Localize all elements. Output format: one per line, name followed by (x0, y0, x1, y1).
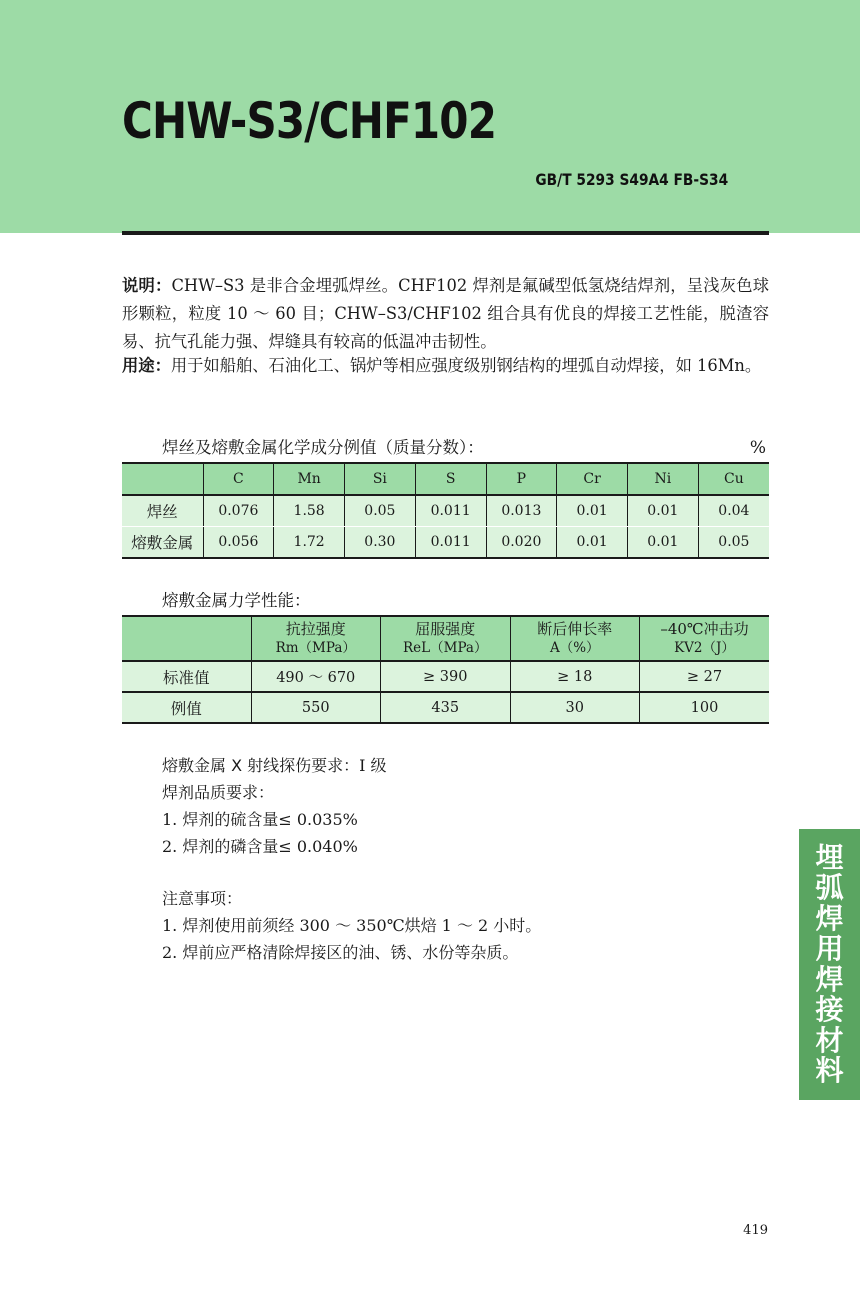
table-header-cell (510, 616, 640, 661)
standard-code: GB/T 5293 S49A4 FB-S34 (535, 170, 728, 189)
page-title: CHW-S3/CHF102 (122, 92, 497, 150)
section-side-tab (799, 829, 860, 1100)
description-paragraph (122, 272, 769, 356)
usage-lead: 用途： (122, 356, 171, 375)
description-lead: 说明： (122, 276, 172, 295)
side-tab-char: 接 (815, 993, 844, 1026)
table-row (122, 661, 769, 692)
table-cell: 550 (251, 692, 381, 723)
table-cell: 0.01 (628, 495, 699, 527)
header-band (0, 0, 860, 233)
table-header-cell (122, 463, 203, 495)
header-line: –40℃冲击功 (660, 619, 749, 638)
table-cell: 490 ～ 670 (251, 661, 381, 692)
table-row (122, 495, 769, 527)
table-header-cell: Mn (274, 463, 345, 495)
xray-requirement (162, 752, 387, 779)
side-tab-char: 埋 (815, 840, 844, 874)
header-line: 断后伸长率 (537, 619, 613, 638)
table-cell: ≥ 390 (381, 661, 511, 692)
header-rule (122, 231, 769, 235)
table-cell: ≥ 18 (510, 661, 640, 692)
table-cell: 0.013 (486, 495, 557, 527)
side-tab-char: 用 (815, 932, 844, 965)
header-line: Rm（MPa） (275, 639, 356, 656)
header-line: ReL（MPa） (403, 639, 488, 656)
table-cell: 100 (640, 692, 770, 723)
table-cell: 30 (510, 692, 640, 723)
list-item: 1. 焊剂使用前须经 300 ～ 350℃烘焙 1 ～ 2 小时。 (162, 916, 542, 935)
side-tab-char: 焊 (815, 901, 844, 935)
table-cell: 1.58 (274, 495, 345, 527)
description-text: CHW–S3 是非合金埋弧焊丝。CHF102 焊剂是氟碱型低氢烧结焊剂，呈浅灰色球形颗粒，粒度 10 ～ 60 目；CHW–S3/CHF102 组合具有优良的焊接工艺性能，脱渣容易、抗气孔能力强、焊缝具有较高的低温冲击韧性。 (122, 276, 769, 351)
table-header-cell: S (415, 463, 486, 495)
chemical-composition-table (122, 462, 769, 559)
xray-value: I 级 (359, 756, 387, 775)
list-item: 2. 焊前应严格清除焊接区的油、锈、水份等杂质。 (162, 943, 519, 962)
chemical-unit: % (749, 438, 766, 458)
header-line: KV2（J） (674, 639, 735, 656)
mechanical-properties-table (122, 615, 769, 724)
table-header-cell (251, 616, 381, 661)
row-label: 例值 (122, 692, 251, 723)
table-cell: 1.72 (274, 527, 345, 559)
side-tab-char: 焊 (815, 962, 844, 996)
header-line: 抗拉强度 (285, 619, 346, 638)
table-cell: 0.05 (345, 495, 416, 527)
table-header-cell (640, 616, 770, 661)
header-line: 屈服强度 (415, 619, 476, 638)
chemical-section-title: 焊丝及熔敷金属化学成分例值（质量分数）： (162, 438, 484, 457)
requirements-list (162, 752, 387, 860)
table-cell: 0.076 (203, 495, 274, 527)
table-header-cell: Cr (557, 463, 628, 495)
list-item: 2. 焊剂的磷含量≤ 0.040% (162, 837, 358, 856)
table-cell: 0.020 (486, 527, 557, 559)
header-line: A（%） (549, 639, 600, 656)
side-tab-char: 料 (815, 1054, 844, 1087)
table-header-cell: Si (345, 463, 416, 495)
table-header-cell: Cu (698, 463, 769, 495)
table-header-cell: C (203, 463, 274, 495)
table-cell: 0.05 (698, 527, 769, 559)
mechanical-section-title: 熔敷金属力学性能： (162, 591, 311, 610)
table-cell: 0.011 (415, 527, 486, 559)
flux-quality-title: 焊剂品质要求： (162, 783, 275, 802)
table-header-cell (122, 616, 251, 661)
row-label: 标准值 (122, 661, 251, 692)
notes-list (162, 885, 541, 966)
notes-title: 注意事项： (162, 889, 243, 908)
table-header-cell (381, 616, 511, 661)
list-item: 1. 焊剂的硫含量≤ 0.035% (162, 810, 358, 829)
table-cell: 435 (381, 692, 511, 723)
page-number: 419 (743, 1223, 768, 1238)
table-cell: 0.04 (698, 495, 769, 527)
table-cell: 0.01 (557, 495, 628, 527)
table-row (122, 692, 769, 723)
table-header-row (122, 616, 769, 661)
usage-text: 用于如船舶、石油化工、锅炉等相应强度级别钢结构的埋弧自动焊接，如 16Mn。 (170, 356, 762, 375)
table-cell: 0.01 (628, 527, 699, 559)
table-header-cell: P (486, 463, 557, 495)
table-cell: 0.056 (203, 527, 274, 559)
table-header-cell: Ni (628, 463, 699, 495)
table-cell: 0.011 (415, 495, 486, 527)
side-tab-char: 材 (815, 1023, 844, 1057)
table-cell: 0.30 (345, 527, 416, 559)
side-tab-char: 弧 (815, 871, 844, 904)
row-label: 焊丝 (122, 495, 203, 527)
table-row (122, 527, 769, 559)
table-cell: ≥ 27 (640, 661, 770, 692)
table-header-row (122, 463, 769, 495)
row-label: 熔敷金属 (122, 527, 203, 559)
xray-label: 熔敷金属 X 射线探伤要求： (162, 756, 360, 775)
usage-paragraph (122, 352, 769, 380)
table-cell: 0.01 (557, 527, 628, 559)
